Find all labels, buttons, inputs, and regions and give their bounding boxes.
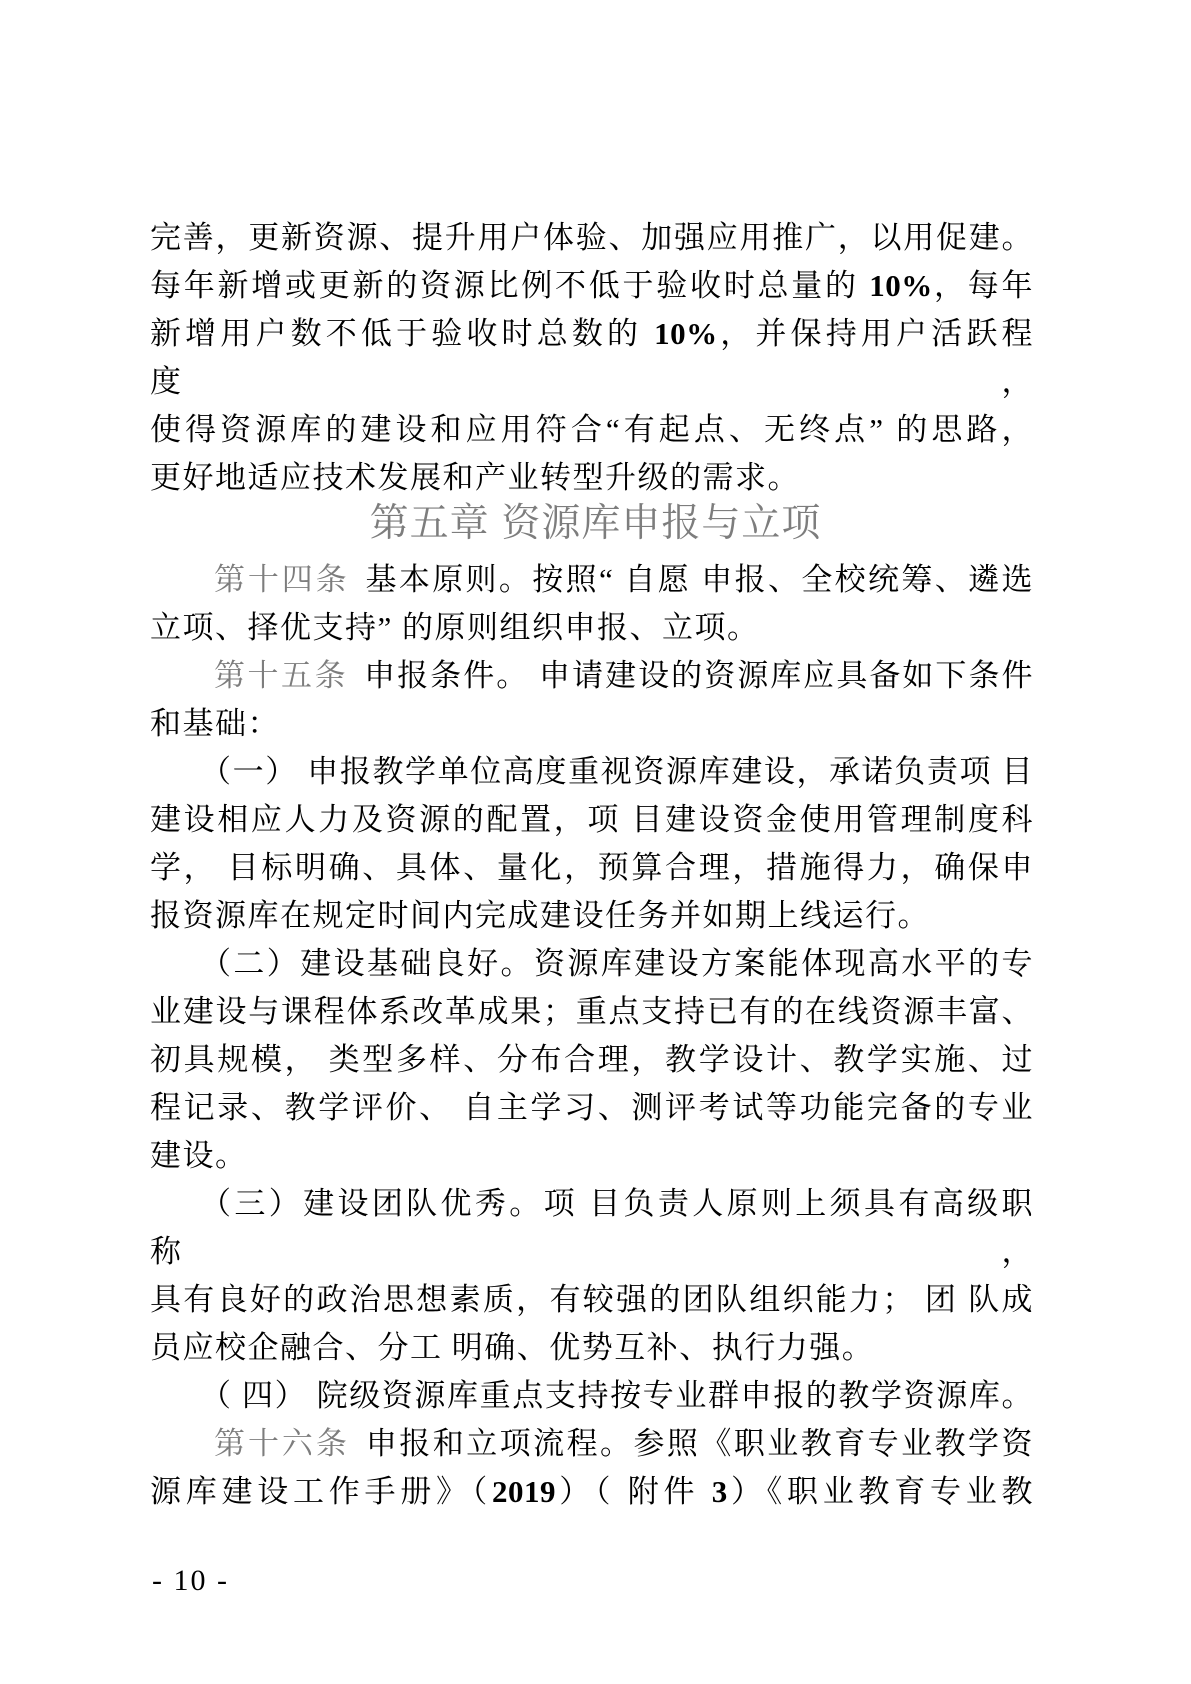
bold-number: 3 bbox=[711, 1474, 728, 1509]
text-segment: 申报条件。 申请建设的资源库应具备如下条件 bbox=[364, 658, 1034, 693]
bold-number: 10% bbox=[869, 268, 933, 303]
text-segment: 基本原则。按照“ 自愿 申报、全校统筹、遴选 bbox=[365, 562, 1035, 597]
text-line: 业建设与课程体系改革成果；重点支持已有的在线资源丰富、 bbox=[150, 994, 1034, 1029]
text-line bbox=[150, 1420, 1034, 1468]
text-line: 报资源库在规定时间内完成建设任务并如期上线运行。 bbox=[150, 898, 930, 933]
text-line: 建设。 bbox=[150, 1138, 248, 1173]
text-line: 更好地适应技术发展和产业转型升级的需求。 bbox=[150, 460, 800, 495]
text-line: 学， 目标明确、具体、量化，预算合理，措施得力，确保申 bbox=[150, 850, 1034, 885]
article-number-label: 第十五条 bbox=[214, 658, 349, 693]
text-line: 建设相应人力及资源的配置，项 目建设资金使用管理制度科 bbox=[150, 802, 1034, 837]
text-segment: ）（ 附件 bbox=[556, 1474, 712, 1509]
text-line bbox=[150, 556, 1034, 604]
text-segment: ）《职业教育专业教 bbox=[727, 1474, 1034, 1509]
bold-number: 10% bbox=[654, 316, 718, 351]
text-line: 程记录、教学评价、 自主学习、测评考试等功能完备的专业 bbox=[150, 1090, 1034, 1125]
article-number-label: 第十四条 bbox=[214, 562, 350, 597]
text-line bbox=[150, 1468, 1034, 1516]
text-line: 完善，更新资源、提升用户体验、加强应用推广，以用促建。 bbox=[150, 220, 1034, 255]
text-line: 员应校企融合、分工 明确、优势互补、执行力强。 bbox=[150, 1330, 875, 1365]
text-segment: 申报和立项流程。参照《职业教育专业教学资 bbox=[365, 1426, 1034, 1461]
bold-number: 2019 bbox=[492, 1474, 556, 1509]
text-segment: ，并保持用户活跃程度， bbox=[150, 316, 1034, 399]
body-block-top bbox=[150, 214, 1034, 502]
text-line: 具有良好的政治思想素质，有较强的团队组织能力； 团 队成 bbox=[150, 1282, 1034, 1317]
chapter-heading: 第五章 资源库申报与立项 bbox=[369, 502, 822, 545]
text-line: 和基础： bbox=[150, 706, 280, 741]
text-segment: 每年新增或更新的资源比例不低于验收时总量的 bbox=[150, 268, 870, 303]
text-segment: ，每年 bbox=[932, 268, 1034, 303]
text-line: （一） 申报教学单位高度重视资源库建设，承诺负责项 目 bbox=[200, 754, 1034, 789]
article-number-label: 第十六条 bbox=[214, 1426, 350, 1461]
text-segment: 新增用户数不低于验收时总数的 bbox=[150, 316, 655, 351]
text-line: 立项、择优支持” 的原则组织申报、立项。 bbox=[150, 610, 760, 645]
text-line: （二）建设基础良好。资源库建设方案能体现高水平的专 bbox=[200, 946, 1034, 981]
text-line: 初具规模， 类型多样、分布合理，教学设计、教学实施、过 bbox=[150, 1042, 1034, 1077]
text-line bbox=[150, 652, 1034, 700]
text-line: （ 四） 院级资源库重点支持按专业群申报的教学资源库。 bbox=[200, 1378, 1034, 1413]
text-line: （三）建设团队优秀。项 目负责人原则上须具有高级职称， bbox=[150, 1186, 1034, 1269]
page-number: - 10 - bbox=[152, 1564, 229, 1597]
text-line bbox=[150, 310, 1034, 406]
body-block-main bbox=[150, 556, 1034, 1516]
text-segment: 源库建设工作手册》（ bbox=[150, 1474, 492, 1509]
text-line bbox=[150, 262, 1034, 310]
text-line: 使得资源库的建设和应用符合“有起点、无终点” 的思路， bbox=[150, 412, 1034, 447]
